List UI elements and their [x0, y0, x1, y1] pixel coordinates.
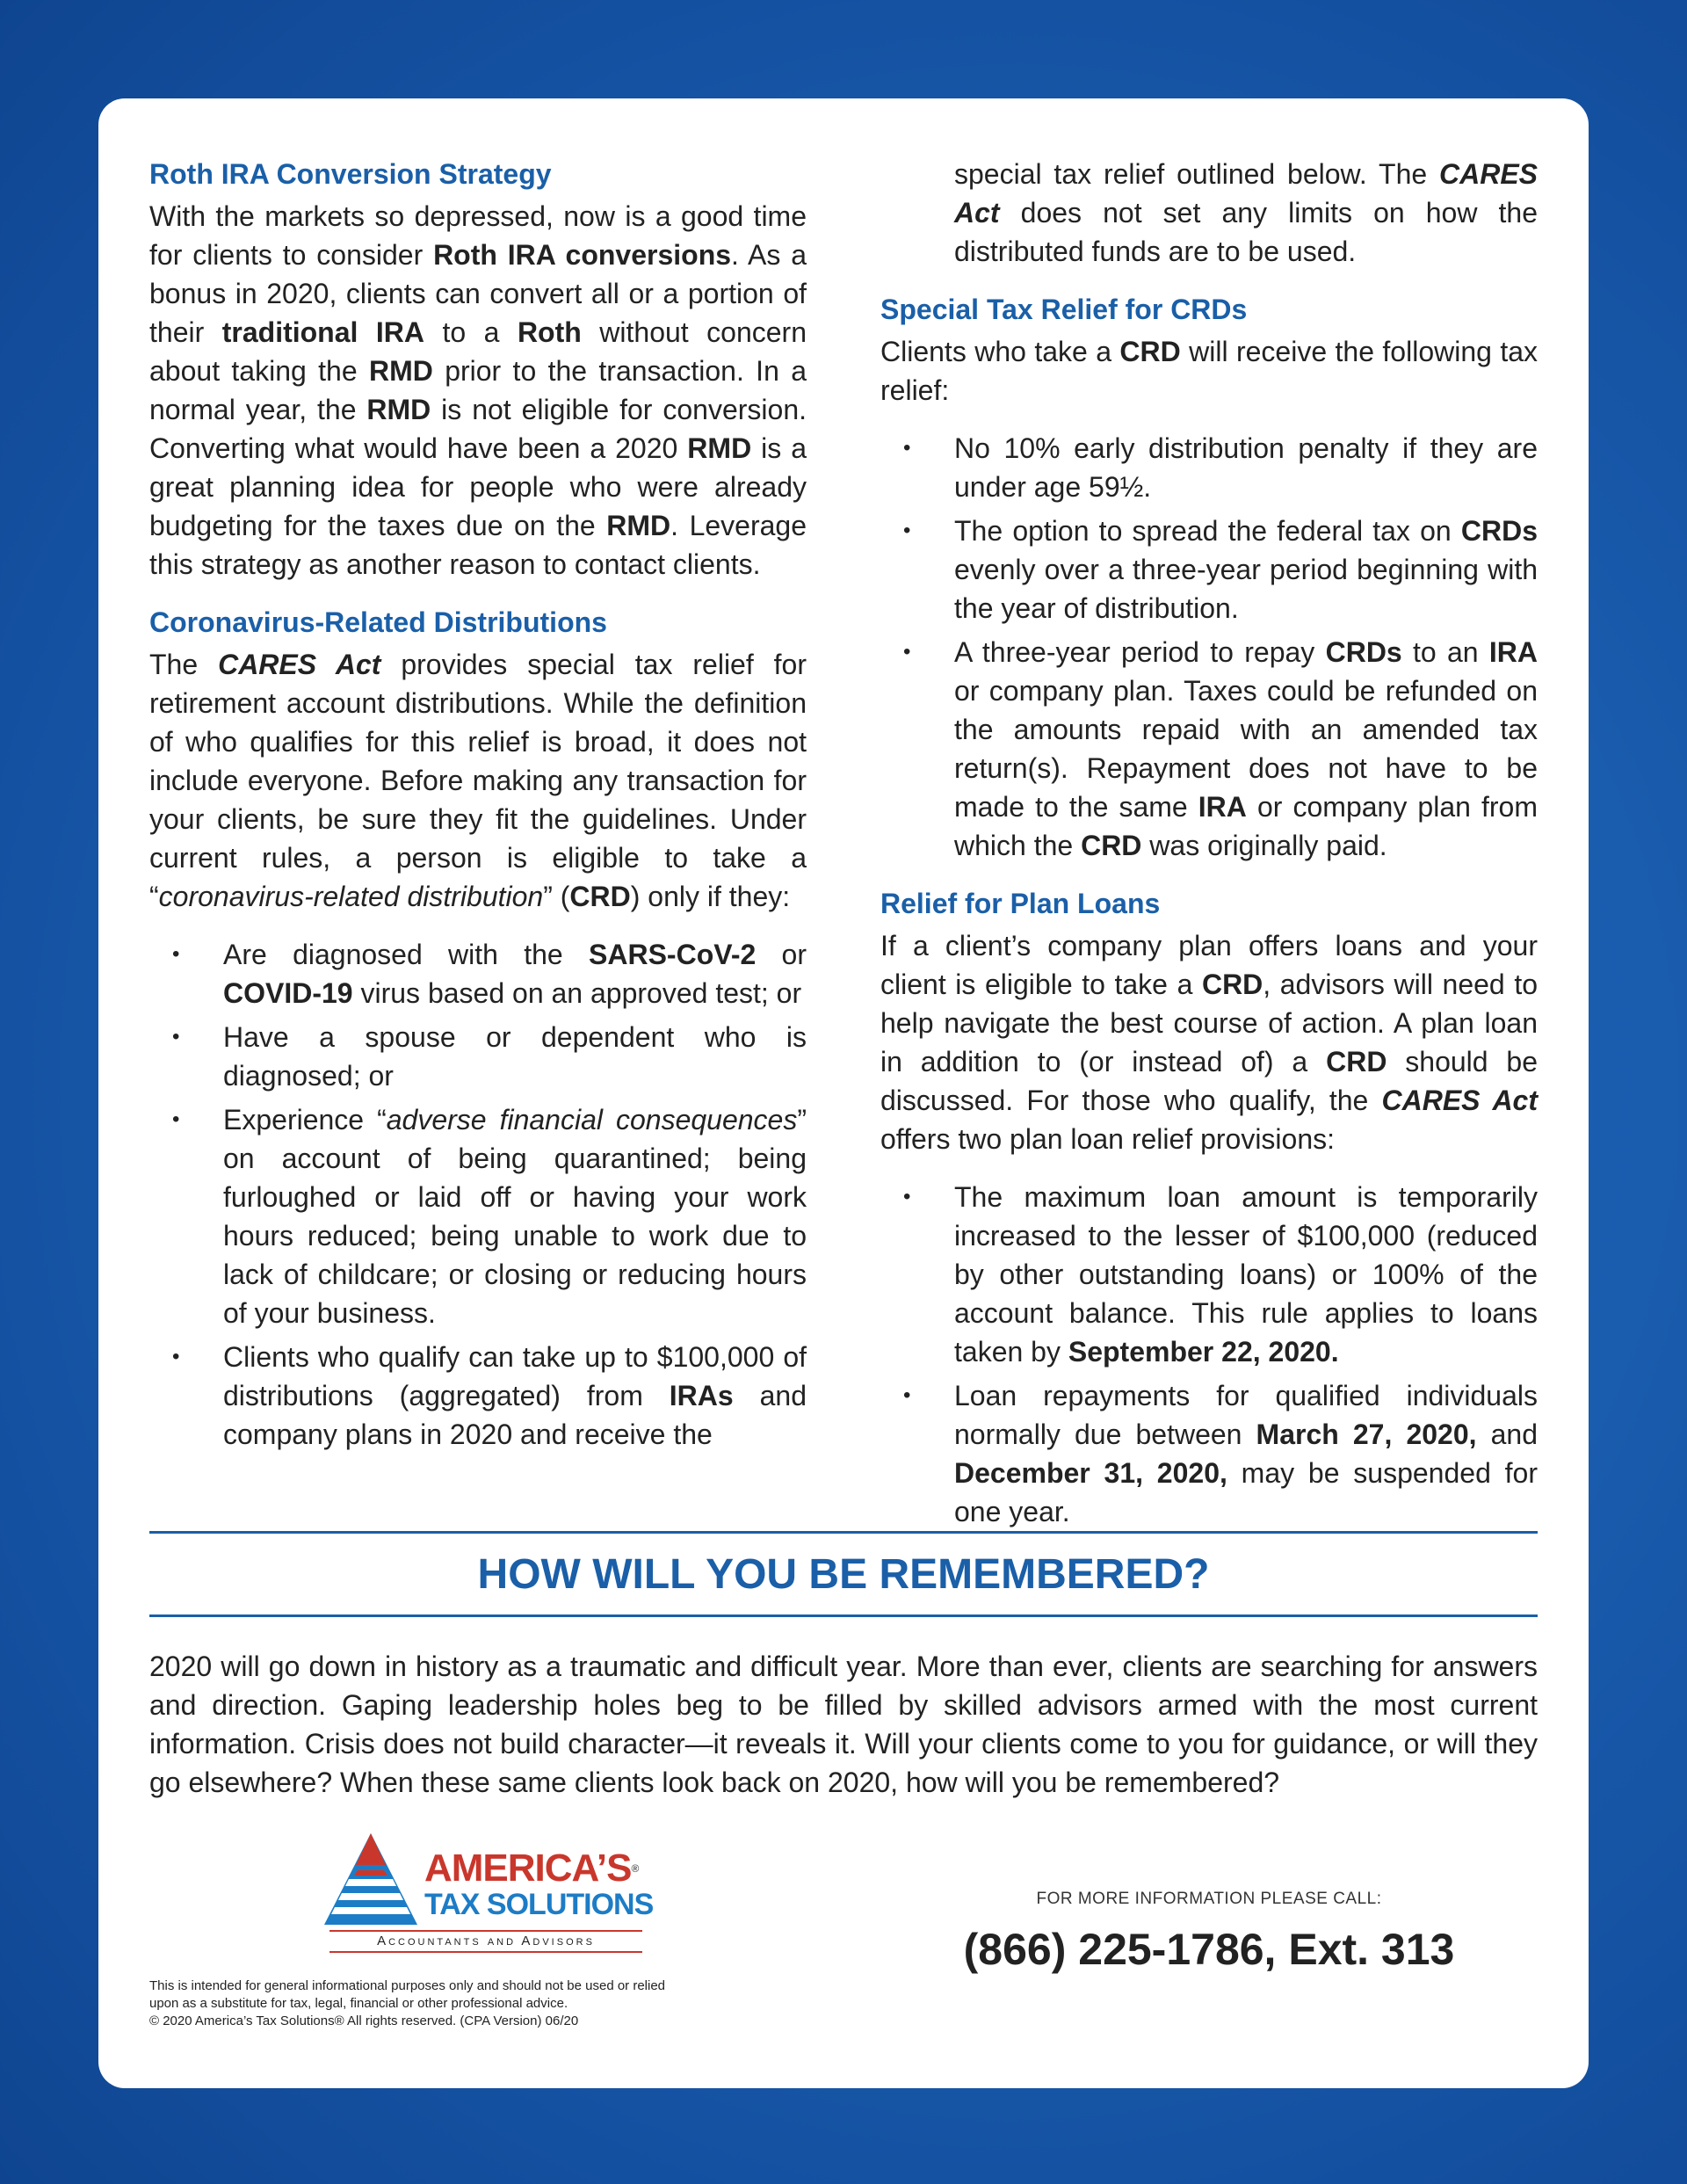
disclaimer — [149, 1977, 835, 2030]
continued-bullet-text: special tax relief outlined below. The CARES Act does not set any limits on how the distributed funds are to be used. — [954, 158, 1538, 267]
list-item: • Experience “adverse financial consequences” on account of being quarantined; being furloughed or laid off or having your work hours reduced; being unable to work due to lack of childcare; or closing or reducing hours of your business. — [149, 1100, 807, 1332]
logo-wordmark-line1: AMERICA’S® — [424, 1847, 639, 1890]
document-card — [98, 98, 1589, 2088]
top-divider — [149, 1531, 1538, 1534]
crd-eligibility-list — [149, 935, 807, 1454]
roth-ira-heading: Roth IRA Conversion Strategy — [149, 158, 552, 190]
logo-pyramid-icon — [322, 1830, 419, 1928]
disclaimer-line: upon as a substitute for tax, legal, financial or other professional advice. — [149, 1996, 568, 2011]
roth-ira-paragraph: With the markets so depressed, now is a good time for clients to consider Roth IRA conversions. As a bonus in 2020, clients can convert all or a portion of their traditional IRA to a Roth without concern about taking the RMD prior to the transaction. In a normal year, the RMD is not eligible for conversion. Converting what would have been a 2020 RMD is a great planning idea for people who were already budgeting for the taxes due on the RMD. Leverage this strategy as another reason to contact clients. — [149, 200, 807, 580]
right-column — [880, 155, 1538, 1550]
bottom-divider — [149, 1614, 1538, 1617]
plan-loans-paragraph: If a client’s company plan offers loans and your client is eligible to take a CRD, advisors will need to help navigate the best course of action. A plan loan in addition to (or instead of) a CRD should be discussed. For those who qualify, the CARES Act offers two plan loan relief provisions: — [880, 930, 1539, 1155]
tax-relief-list — [880, 429, 1538, 865]
list-item: • A three-year period to repay CRDs to an IRA or company plan. Taxes could be refunded on the amounts repaid with an amended tax return(s). Repayment does not have to be made to the same IRA or company plan from which the CRD was originally paid. — [880, 633, 1538, 865]
closing-paragraph: 2020 will go down in history as a traumatic and difficult year. More than ever, clients are searching for answers and direction. Gaping leadership holes beg to be filled by skilled advisors armed with the most current information. Crisis does not build character—it reveals it. Will your clients come to you for guidance, or will they go elsewhere? When these same clients look back on 2020, how will you be remembered? — [149, 1651, 1538, 1798]
crd-paragraph: The CARES Act provides special tax relief for retirement account distributions. While the definition of who qualifies for this relief is broad, it does not include everyone. Before making any transaction for your clients, be sure they fit the guidelines. Under current rules, a person is eligible to take a “coronavirus-related distribution” (CRD) only if they: — [149, 649, 807, 912]
company-logo — [322, 1830, 656, 1953]
phone-number: (866) 225-1786, Ext. 313 — [963, 1925, 1455, 1974]
list-item: • Have a spouse or dependent who is diagnosed; or — [149, 1018, 807, 1095]
list-item: • The option to spread the federal tax on CRDs evenly over a three-year period beginning with the year of distribution. — [880, 512, 1538, 628]
contact-label: FOR MORE INFORMATION PLEASE CALL: — [1036, 1890, 1382, 1908]
list-item: • The maximum loan amount is temporarily increased to the lesser of $100,000 (reduced by other outstanding loans) or 100% of the account balance. This rule applies to loans taken by September 22, 2020. — [880, 1178, 1538, 1371]
logo-wordmark-line2: TAX SOLUTIONS — [424, 1888, 654, 1921]
logo-tagline: Accountants and Advisors — [329, 1930, 642, 1953]
crd-heading: Coronavirus-Related Distributions — [149, 606, 607, 638]
section-headline: HOW WILL YOU BE REMEMBERED? — [477, 1551, 1210, 1598]
copyright-line: © 2020 America’s Tax Solutions® All rights reserved. (CPA Version) 06/20 — [149, 2013, 579, 2028]
list-item: • No 10% early distribution penalty if they are under age 59½. — [880, 429, 1538, 506]
special-tax-relief-heading: Special Tax Relief for CRDs — [880, 294, 1248, 325]
left-column — [149, 155, 807, 1473]
plan-loans-heading: Relief for Plan Loans — [880, 888, 1161, 919]
list-item: • Are diagnosed with the SARS-CoV-2 or COVID-19 virus based on an approved test; or — [149, 935, 807, 1012]
plan-loans-list — [880, 1178, 1538, 1531]
list-item: • Clients who qualify can take up to $100,000 of distributions (aggregated) from IRAs and company plans in 2020 and receive the — [149, 1338, 807, 1454]
list-item: • Loan repayments for qualified individuals normally due between March 27, 2020, and December 31, 2020, may be suspended for one year. — [880, 1376, 1538, 1531]
special-tax-relief-paragraph: Clients who take a CRD will receive the following tax relief: — [880, 336, 1539, 406]
disclaimer-line: This is intended for general informational purposes only and should not be used or relied — [149, 1978, 666, 1993]
